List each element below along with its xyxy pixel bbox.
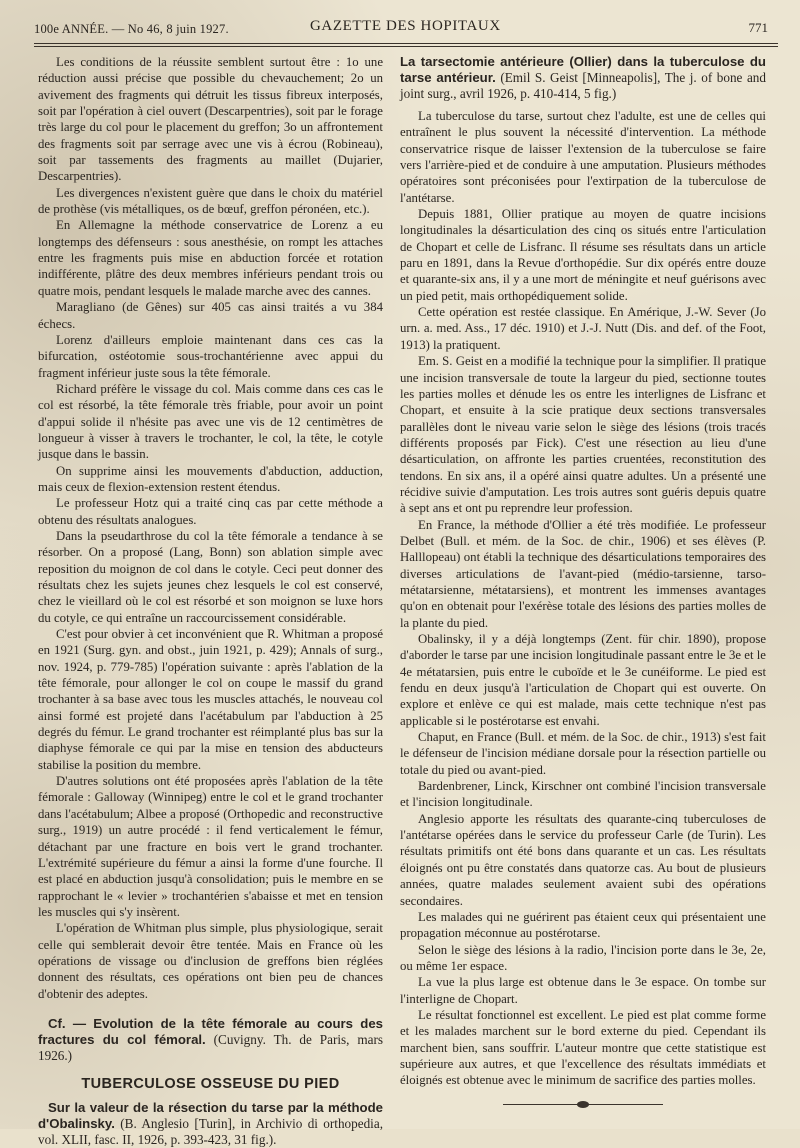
- paragraph: On supprime ainsi les mouvements d'abduction, adduction, mais ceux de flexion-extension restent étendus.: [38, 463, 383, 494]
- paragraph: Les conditions de la réussite semblent surtout être : 1o une réduction aussi précise que possible du chevauchement; 2o un avivement des fragments qui détruit les tissus fibreux interposés, soit par l'opération à ciel ouvert (Descarpentries), soit par le forage très large du col pour le placement du greffon; 3o un affrontement des fragments soit par serrage avec une vis à écrou (Robineau), soit par tassements des fragments au maillet (Dujarier, Descarpentries).: [38, 55, 383, 184]
- article-reference: (Emil S. Geist [Minneapolis], The j. of bone and joint surg., avril 1926, p. 410-414, 5 fig.): [400, 70, 766, 101]
- paragraph: Les divergences n'existent guère que dans le choix du matériel de prothèse (vis métalliques, os de bœuf, greffon péronéen, etc.).: [38, 185, 383, 217]
- paragraph: Em. S. Geist en a modifié la technique pour la simplifier. Il pratique une incision transversale de toute la largeur du pied, sectionne toutes les parties molles et dénude les os entre les interlignes de Lisfranc et Chopart, et ensuite à la scie pratique deux sections transversales parallèles dont le niveau varie selon le siège des lésions (trois tracés différents proposés par Fick). C'est une résection au lieu d'une désarticulation, on affronte les parties cruentées, reconstitution des tendons. En six ans, il a opéré ainsi quatre adultes. Un a présenté une récidive suivie d'amputation. Les trois autres sont guéris depuis quatre à sept ans et ont pu reprendre leur profession.: [400, 354, 766, 516]
- article-entry: [38, 1100, 383, 1148]
- paragraph: Bardenbrener, Linck, Kirschner ont combiné l'incision transversale et l'incision longitudinale.: [400, 779, 766, 810]
- article-entry: [400, 54, 766, 102]
- paragraph: Maragliano (de Gênes) sur 405 cas ainsi traités a vu 384 échecs.: [38, 300, 383, 331]
- paragraph: Lorenz d'ailleurs emploie maintenant dans ces cas la bifurcation, ostéotomie sous-trochantérienne avec appui du fragment inférieur juste sous la tête fémorale.: [38, 332, 383, 380]
- issue-info: 100e ANNÉE. — No 46, 8 juin 1927.: [34, 22, 229, 36]
- section-heading: TUBERCULOSE OSSEUSE DU PIED: [81, 1075, 340, 1092]
- paragraph: Les malades qui ne guérirent pas étaient ceux qui présentaient une propagation méconnue au postérotarse.: [400, 909, 766, 941]
- paragraph: Richard préfère le vissage du col. Mais comme dans ces cas le col est résorbé, la tête fémorale très friable, pour avoir un point d'appui solide il n'hésite pas avec une vis de 12 centimètres de longueur à visser à travers le trochanter, le col, la tête, le cotyle jusque dans le bassin.: [38, 381, 383, 462]
- page-header: [34, 14, 778, 40]
- paragraph: Obalinsky, il y a déjà longtemps (Zent. für chir. 1890), propose d'aborder le tarse par une incision longitudinale passant entre le 3e et le 4e métatarsien, puis entre le cuboïde et le 3e cunéiforme. Le pied est fendu en deux jusqu'à l'articulation de Chopart qui est ouverte. On explore et enlève ce qui est malade, mais cette technique n'est pas applicable si le postérotarse est envahi.: [400, 632, 766, 728]
- cf-reference: (Cuvigny. Th. de Paris, mars 1926.): [38, 1031, 383, 1063]
- journal-title: GAZETTE DES HOPITAUX: [310, 18, 501, 34]
- cf-entry: [38, 1016, 383, 1064]
- end-ornament: [503, 1101, 663, 1109]
- cf-title: Cf. — Evolution de la tête fémorale au cours des fractures du col fémoral.: [38, 1015, 383, 1047]
- article-title: La tarsectomie antérieure (Ollier) dans la tuberculose du tarse antérieur.: [400, 54, 766, 85]
- paragraph: L'opération de Whitman plus simple, plus physiologique, serait celle qui semblerait devoir être tentée. Mais en France où les opérations de vissage ou d'inclusion de greffons bien réglées donnent des résultats, ces opérations ont bien peu de chances d'obtenir des adeptes.: [38, 921, 383, 1001]
- right-column: [400, 54, 766, 1109]
- ornament-dot: [577, 1101, 589, 1108]
- article-title: Sur la valeur de la résection du tarse par la méthode d'Obalinsky.: [38, 1100, 383, 1132]
- paragraph: Le professeur Hotz qui a traité cinq cas par cette méthode a obtenu des résultats analogues.: [38, 496, 383, 527]
- page-number: 771: [748, 20, 768, 35]
- paragraph: Selon le siège des lésions à la radio, l'incision porte dans le 3e, 2e, ou même 1er espace.: [400, 942, 766, 973]
- paragraph: En France, la méthode d'Ollier a été très modifiée. Le professeur Delbet (Bull. et mém. de la Soc. de chir., 1906) et ses élèves (P. Halllopeau) ont établi la technique des désarticulations temporaires des diverses articulations de l'avant-pied (médio-tarsienne, tarso-métatarsienne, métatarsiens), et montrent les immenses avantages qu'on en obtenait pour l'exérèse totale des lésions des parties molles de la plante du pied.: [400, 517, 766, 630]
- paragraph: Le résultat fonctionnel est excellent. Le pied est plat comme forme et les malades marchent sur le bord externe du pied. Cependant ils marchent bien, sans souffrir. L'auteur montre que cette statistique est supérieure aux autres, et que l'excellence des résultats immédiats et éloignés est obtenue avec le minimum de sacrifice des parties molles.: [400, 1007, 766, 1088]
- paragraph: La tuberculose du tarse, surtout chez l'adulte, est une de celles qui entraînent le plus souvent la nécessité d'intervention. La méthode conservatrice risque de laisser l'extension de la tuberculose se faire vers l'arrière-pied et de conduire à une amputation. Plusieurs méthodes opératoires sont préconisées pour l'extirpation de la tuberculose de l'antétarse.: [400, 109, 766, 205]
- paragraph: Dans la pseudarthrose du col la tête fémorale a tendance à se résorber. On a proposé (Lang, Bonn) son ablation simple avec reposition du moignon de col dans le cotyle. Ceci peut donner des résultats chez les sujets jeunes chez lesquels le col est conservé, chez le vieillard où le col est résorbé et son moignon se luxe hors du cotyle, ce qui entraîne un raccourcissement considérable.: [38, 528, 383, 625]
- paragraph: Depuis 1881, Ollier pratique au moyen de quatre incisions longitudinales la désarticulation des cinq os situés entre l'articulation de Chopart et celle de Lisfranc. Il résume ses résultats dans un article paru en 1891, dans la Revue d'orthopédie. Sur dix opérés entre douze et quarante-six ans, il y a une mort de méningite et neuf guérisons avec un pied petit, mais orthopédiquement solide.: [400, 207, 766, 303]
- paragraph: Anglesio apporte les résultats des quarante-cinq tuberculoses de l'antétarse opérées dans le service du professeur Carle (de Turin). Les résultats primitifs ont été bons dans quarante et un cas. Les résultats éloignés ont pu être constatés dans quatorze cas. Au bout de plusieurs années, quatre malades seulement avaient subi des opérations secondaires.: [400, 811, 766, 908]
- header-rule-top: [34, 43, 778, 44]
- left-column: [38, 54, 383, 1148]
- header-rule-bottom: [34, 46, 778, 47]
- paragraph: En Allemagne la méthode conservatrice de Lorenz a eu longtemps des défenseurs : sous anesthésie, on rompt les attaches entre les fragments puis mise en abduction forcée et rotation indifférente, plâtre des deux membres inférieurs pendant trois ou quatre mois, pendant lesquels le malade marche avec des cannes.: [38, 218, 383, 298]
- paragraph: Cette opération est restée classique. En Amérique, J.-W. Sever (Jo urn. a. med. Ass., 17 déc. 1910) et J.-J. Nutt (Dis. and def. of the Foot, 1913) la pratiquent.: [400, 305, 766, 352]
- paragraph: C'est pour obvier à cet inconvénient que R. Whitman a proposé en 1921 (Surg. gyn. and obst., juin 1921, p. 429); Annals of surg., nov. 1924, p. 779-785) l'opération suivante : après l'ablation de la tête fémorale, pour allonger le col on coupe le massif du grand trochanter à sa base avec tous les muscles attachés, le nouveau col ainsi formé est projeté dans l'acétabulum par l'abduction à 25 degrés du fémur. Le grand trochanter est réimplanté plus bas sur la diaphyse fémorale ce qui par la mise en tension des abducteurs stabilise la position du membre.: [38, 627, 383, 772]
- paragraph: D'autres solutions ont été proposées après l'ablation de la tête fémorale : Galloway (Winnipeg) entre le col et le grand trochanter dans l'acétabulum; Albee a proposé (Orthopedic and reconstructive surg., 1919) un autre procédé : il fend verticalement le fémur, détachant par une fracture en bois vert le grand trochanter. L'extrémité supérieure du fémur a ainsi la forme d'une fourche. Il est placé en abduction jusqu'à consolidation; puis le membre en se rapprochant le « levier » trochantérien s'abaisse et met en tension les muscles qui s'y insèrent.: [38, 774, 383, 919]
- article-reference: (B. Anglesio [Turin], in Archivio di orthopedia, vol. XLII, fasc. II, 1926, p. 393-423, 31 fig.).: [38, 1116, 383, 1148]
- paragraph: Chaput, en France (Bull. et mém. de la Soc. de chir., 1913) s'est fait le défenseur de l'incision médiane dorsale pour la résection partielle ou totale du pied ou avant-pied.: [400, 730, 766, 777]
- paragraph: La vue la plus large est obtenue dans le 3e espace. On tombe sur l'interligne de Chopart.: [400, 975, 766, 1006]
